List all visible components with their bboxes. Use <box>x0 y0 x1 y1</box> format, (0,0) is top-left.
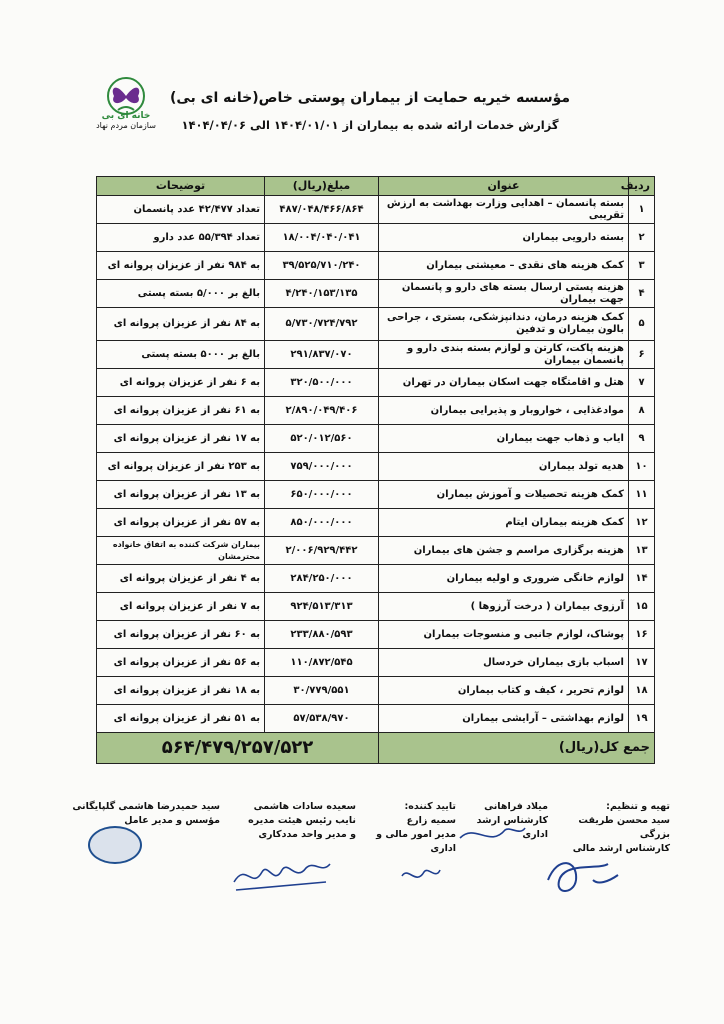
row-title: هتل و اقامتگاه جهت اسکان بیماران در تهران <box>379 369 629 397</box>
row-description: به ۶۰ نفر از عزیزان پروانه ای <box>97 621 265 649</box>
row-title: هدیه تولد بیماران <box>379 453 629 481</box>
table-row <box>97 509 655 537</box>
row-title: بسته دارویی بیماران <box>379 224 629 252</box>
row-title: کمک هزینه درمان، دندانپزشکی، بستری ، جراحی بالون بیماران و تدفین <box>379 308 629 341</box>
signature-founder <box>70 800 220 828</box>
prepared-name: سید محسن طریقت بزرگی <box>578 815 670 840</box>
logo-brand: خانه ای بی <box>101 111 151 121</box>
table-row <box>97 369 655 397</box>
handwritten-signature-prepared <box>538 850 628 900</box>
row-description: به ۱۷ نفر از عزیزان پروانه ای <box>97 425 265 453</box>
approver-heading: تایید کننده: <box>404 801 456 812</box>
row-amount: ۱۱۰/۸۷۲/۵۴۵ <box>265 649 379 677</box>
row-index: ۱۷ <box>629 649 655 677</box>
row-description: به ۵۷ نفر از عزیزان پروانه ای <box>97 509 265 537</box>
header-title: عنوان <box>379 177 629 196</box>
row-description: به ۵۱ نفر از عزیزان پروانه ای <box>97 705 265 733</box>
row-index: ۲ <box>629 224 655 252</box>
table-body <box>97 196 655 733</box>
table-row <box>97 196 655 224</box>
signature-prepared <box>560 800 670 856</box>
row-title: آرزوی بیماران ( درخت آرزوها ) <box>379 593 629 621</box>
header-amount: مبلغ(ریال) <box>265 177 379 196</box>
deputy-role1: نایب رئیس هیئت مدیره <box>248 815 356 826</box>
logo-caption: سازمان مردم نهاد <box>96 121 156 130</box>
total-label: جمع کل(ریال) <box>379 733 655 764</box>
table-row <box>97 252 655 280</box>
row-amount: ۱۸/۰۰۴/۰۴۰/۰۴۱ <box>265 224 379 252</box>
handwritten-signature-approver <box>396 860 446 892</box>
row-description: به ۵۶ نفر از عزیزان پروانه ای <box>97 649 265 677</box>
row-title: پوشاک، لوازم جانبی و منسوجات بیماران <box>379 621 629 649</box>
deputy-role2: و مدیر واحد مددکاری <box>258 829 356 840</box>
row-index: ۳ <box>629 252 655 280</box>
row-title: لوازم بهداشتی – آرایشی بیماران <box>379 705 629 733</box>
row-amount: ۳۲۰/۵۰۰/۰۰۰ <box>265 369 379 397</box>
founder-role: مؤسس و مدیر عامل <box>124 815 220 826</box>
header-description: توضیحات <box>97 177 265 196</box>
report-subtitle: گزارش خدمات ارائه شده به بیماران از ۱۴۰۴/۰۱/۰۱ الی ۱۴۰۴/۰۴/۰۶ <box>181 118 559 132</box>
row-description: به ۴ نفر از عزیزان پروانه ای <box>97 565 265 593</box>
row-title: کمک هزینه بیماران ایتام <box>379 509 629 537</box>
row-amount: ۲/۸۹۰/۰۴۹/۴۰۶ <box>265 397 379 425</box>
row-description: به ۸۴ نفر از عزیزان پروانه ای <box>97 308 265 341</box>
table-row <box>97 280 655 308</box>
row-amount: ۸۵۰/۰۰۰/۰۰۰ <box>265 509 379 537</box>
row-index: ۱۳ <box>629 537 655 565</box>
admin-role: کارشناس ارشد اداری <box>476 815 548 840</box>
row-index: ۴ <box>629 280 655 308</box>
table-row <box>97 341 655 369</box>
row-index: ۱۶ <box>629 621 655 649</box>
row-amount: ۴۸۷/۰۴۸/۴۶۶/۸۶۴ <box>265 196 379 224</box>
admin-name: میلاد فراهانی <box>484 801 548 812</box>
row-title: بسته پانسمان – اهدایی وزارت بهداشت به ارزش تقریبی <box>379 196 629 224</box>
table-row <box>97 453 655 481</box>
row-amount: ۲۳۳/۸۸۰/۵۹۳ <box>265 621 379 649</box>
approver-role: مدیر امور مالی و اداری <box>376 829 456 854</box>
row-index: ۱۹ <box>629 705 655 733</box>
row-amount: ۳۰/۷۷۹/۵۵۱ <box>265 677 379 705</box>
table-row <box>97 621 655 649</box>
row-index: ۸ <box>629 397 655 425</box>
page-title: مؤسسه خیریه حمایت از بیماران پوستی خاص(خانه ای بی) <box>169 90 571 106</box>
signature-deputy <box>236 800 356 842</box>
row-amount: ۹۲۴/۵۱۳/۳۱۳ <box>265 593 379 621</box>
row-amount: ۵۲۰/۰۱۲/۵۶۰ <box>265 425 379 453</box>
row-amount: ۲۸۴/۲۵۰/۰۰۰ <box>265 565 379 593</box>
total-amount: ۵۶۴/۴۷۹/۲۵۷/۵۲۲ <box>97 733 379 764</box>
row-index: ۱۴ <box>629 565 655 593</box>
row-index: ۱۸ <box>629 677 655 705</box>
table-header-row <box>97 177 655 196</box>
table-row <box>97 593 655 621</box>
row-index: ۶ <box>629 341 655 369</box>
table-row <box>97 481 655 509</box>
row-index: ۱۲ <box>629 509 655 537</box>
table-row <box>97 705 655 733</box>
founder-name: سید حمیدرضا هاشمی گلپایگانی <box>72 801 220 812</box>
row-amount: ۲/۰۰۶/۹۲۹/۴۴۲ <box>265 537 379 565</box>
row-title: هزینه برگزاری مراسم و جشن های بیماران <box>379 537 629 565</box>
table-row <box>97 308 655 341</box>
table-row <box>97 397 655 425</box>
row-index: ۱۰ <box>629 453 655 481</box>
prepared-role: کارشناس ارشد مالی <box>572 843 670 854</box>
row-title: هزینه پاکت، کارتن و لوازم بسته بندی دارو و پانسمان بیماران <box>379 341 629 369</box>
table-row <box>97 649 655 677</box>
logo-caption-block <box>92 112 160 130</box>
row-title: لوازم تحریر ، کیف و کتاب بیماران <box>379 677 629 705</box>
handwritten-signature-deputy <box>226 852 336 896</box>
table-row <box>97 425 655 453</box>
row-description: تعداد ۵۵/۳۹۴ عدد دارو <box>97 224 265 252</box>
row-index: ۵ <box>629 308 655 341</box>
row-amount: ۴/۲۴۰/۱۵۳/۱۳۵ <box>265 280 379 308</box>
approver-name: سمیه زارع <box>406 815 456 826</box>
row-amount: ۶۵۰/۰۰۰/۰۰۰ <box>265 481 379 509</box>
row-description: به ۶۱ نفر از عزیزان پروانه ای <box>97 397 265 425</box>
deputy-name: سعیده سادات هاشمی <box>253 801 356 812</box>
prepared-heading: تهیه و تنظیم: <box>606 801 670 812</box>
total-row <box>97 733 655 764</box>
row-index: ۱ <box>629 196 655 224</box>
row-description: به ۱۳ نفر از عزیزان پروانه ای <box>97 481 265 509</box>
row-title: ایاب و ذهاب جهت بیماران <box>379 425 629 453</box>
row-description: تعداد ۴۲/۴۷۷ عدد پانسمان <box>97 196 265 224</box>
row-description: بالغ بر ۵۰۰۰ بسته پستی <box>97 341 265 369</box>
row-title: هزینه پستی ارسال بسته های دارو و پانسمان جهت بیماران <box>379 280 629 308</box>
official-stamp <box>88 826 142 864</box>
row-description: بیماران شرکت کننده به اتفاق خانواده محترمشان <box>97 537 265 565</box>
row-title: اسباب بازی بیماران خردسال <box>379 649 629 677</box>
header-index: ردیف <box>629 177 655 196</box>
row-description: به ۶ نفر از عزیزان پروانه ای <box>97 369 265 397</box>
table-row <box>97 565 655 593</box>
row-description: بالغ بر ۵/۰۰۰ بسته پستی <box>97 280 265 308</box>
row-description: به ۷ نفر از عزیزان پروانه ای <box>97 593 265 621</box>
table-row <box>97 224 655 252</box>
row-amount: ۷۵۹/۰۰۰/۰۰۰ <box>265 453 379 481</box>
row-index: ۱۱ <box>629 481 655 509</box>
row-index: ۹ <box>629 425 655 453</box>
row-description: به ۲۵۳ نفر از عزیزان پروانه ای <box>97 453 265 481</box>
table-row <box>97 677 655 705</box>
row-title: کمک هزینه تحصیلات و آموزش بیماران <box>379 481 629 509</box>
row-amount: ۵/۷۳۰/۷۲۴/۷۹۲ <box>265 308 379 341</box>
table-row <box>97 537 655 565</box>
services-table <box>96 176 655 764</box>
row-title: کمک هزینه های نقدی – معیشتی بیماران <box>379 252 629 280</box>
row-amount: ۵۷/۵۳۸/۹۷۰ <box>265 705 379 733</box>
row-index: ۱۵ <box>629 593 655 621</box>
row-title: موادغذایی ، خوارو‌بار و پذیرایی بیماران <box>379 397 629 425</box>
row-title: لوازم خانگی ضروری و اولیه بیماران <box>379 565 629 593</box>
row-description: به ۱۸ نفر از عزیزان پروانه ای <box>97 677 265 705</box>
row-amount: ۲۹۱/۸۳۷/۰۷۰ <box>265 341 379 369</box>
handwritten-signature-admin <box>450 818 530 858</box>
row-amount: ۳۹/۵۲۵/۷۱۰/۲۴۰ <box>265 252 379 280</box>
row-index: ۷ <box>629 369 655 397</box>
signature-approver <box>356 800 456 856</box>
row-description: به ۹۸۴ نفر از عزیزان پروانه ای <box>97 252 265 280</box>
